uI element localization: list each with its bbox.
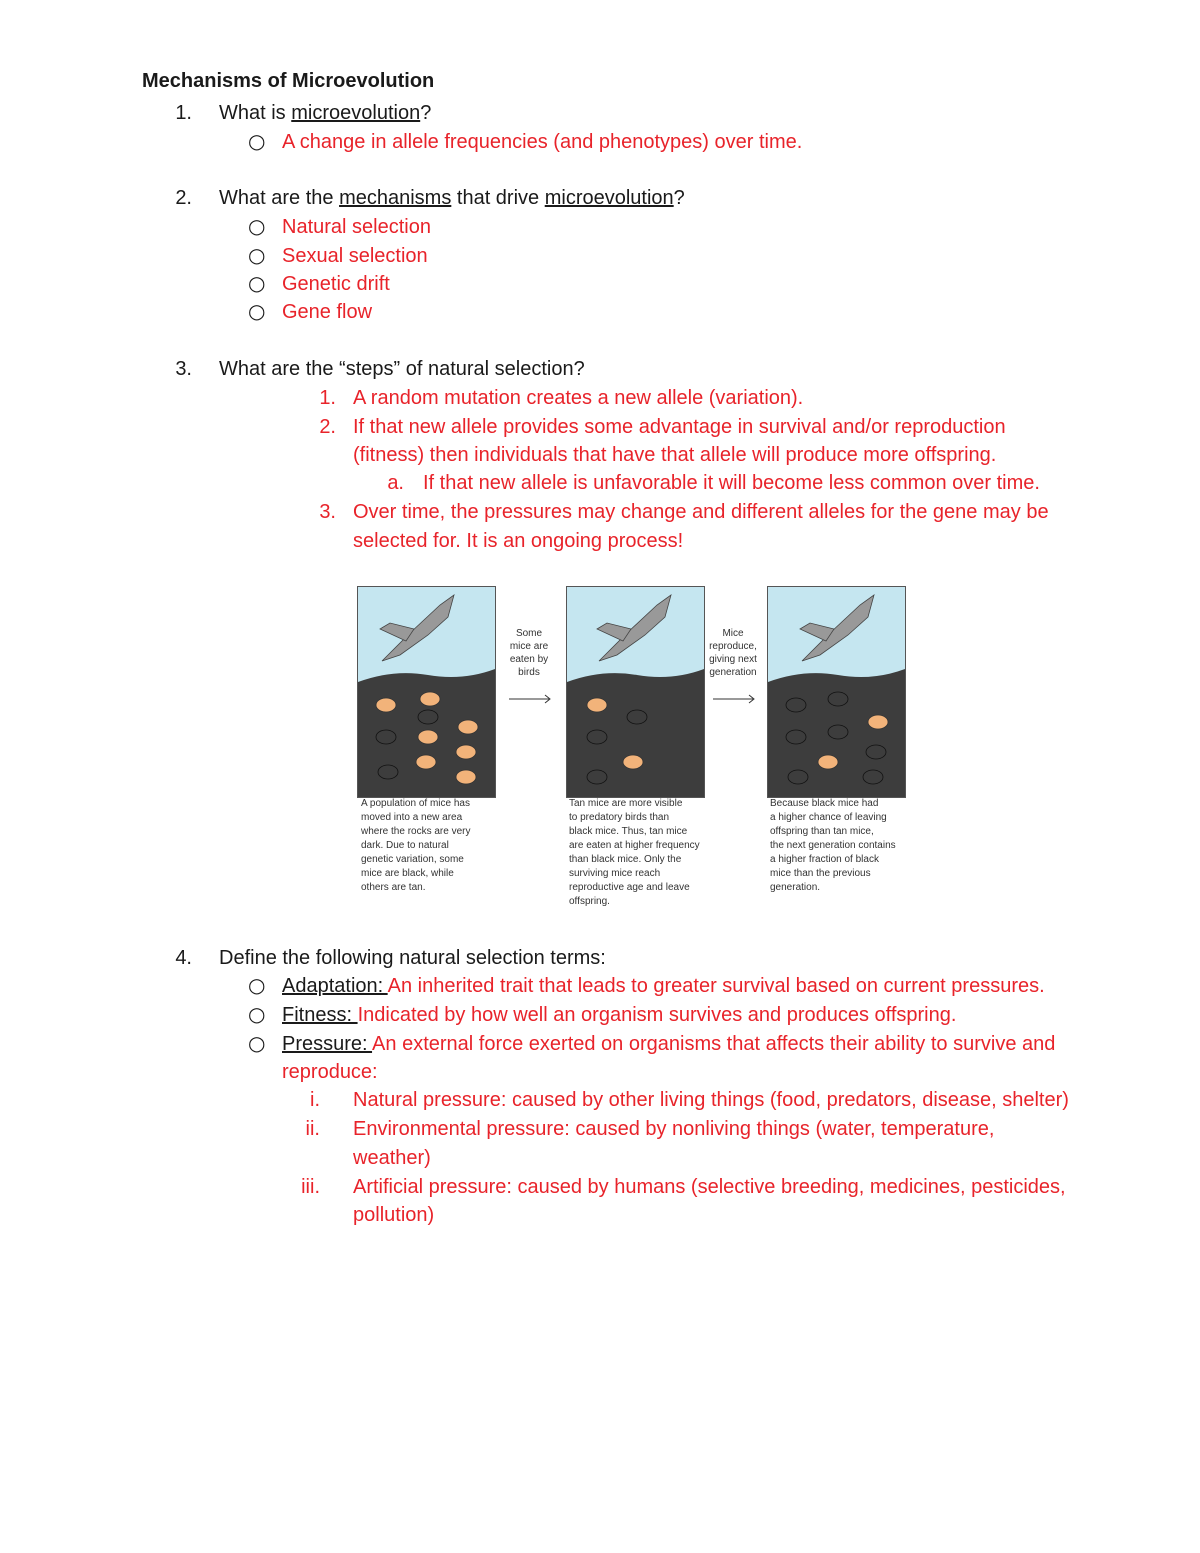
caption-line: to predatory birds than [569,812,670,823]
arrow-caption-line: generation [709,667,757,678]
q3-step-cont: selected for. It is an ongoing process! [353,530,684,552]
q1-text-a: What is [219,102,292,124]
pressure-type: Artificial pressure: caused by humans (selective breeding, medicines, pesticides, [353,1176,1066,1198]
figure-panel-3 [767,586,906,798]
caption-line: A population of mice has [361,798,470,809]
figure-panel-1 [357,586,496,798]
caption-line: a higher chance of leaving [770,812,887,823]
q2-answer: Genetic drift [282,273,390,295]
arrow-caption-line: eaten by [509,654,549,665]
q2-answer: Sexual selection [282,245,428,267]
figure-caption-1 [361,797,501,895]
roman-number: iii. [301,1176,320,1198]
q4-number: 4. [175,947,192,969]
caption-line: dark. Due to natural [361,840,449,851]
arrow-caption-line: reproduce, [709,641,757,652]
q4-question: Define the following natural selection terms: [219,947,606,969]
q3-sub-number: a. [387,472,404,494]
q1-term: microevolution [291,102,421,124]
q2-answer: Gene flow [282,301,373,323]
hawk-icon [380,595,454,661]
caption-line: are eaten at higher frequency [569,840,700,851]
scene-svg-3 [768,587,905,797]
caption-line: offspring. [569,896,610,907]
term-definition: An inherited trait that leads to greater survival based on current pressures. [387,975,1045,997]
arrow-caption-line: giving next [709,654,757,665]
bullet-circle-icon: ○ [248,214,266,238]
q3-sub: If that new allele is unfavorable it will become less common over time. [423,472,1040,494]
q2-text-c: ? [673,187,685,209]
q3-question: What are the “steps” of natural selection? [219,358,585,380]
term-definition: Indicated by how well an organism survives and produces offspring. [357,1004,957,1026]
q1-number: 1. [175,102,192,124]
arrow-caption-2 [699,627,767,679]
arrow-caption-line: mice are [509,641,549,652]
natural-selection-figure [355,583,920,913]
term-pressure [282,1030,1055,1058]
arrow-caption-line: Mice [722,628,744,639]
q1-text-b: ? [420,102,432,124]
caption-line: mice than the previous [770,868,871,879]
q3-step-number: 3. [319,501,336,523]
caption-line: others are tan. [361,882,426,893]
caption-line: a higher fraction of black [770,854,879,865]
bullet-circle-icon: ○ [248,243,266,267]
bullet-circle-icon: ○ [248,1031,266,1055]
arrow-caption-line: birds [518,667,540,678]
caption-line: than black mice. Only the [569,854,682,865]
caption-line: mice are black, while [361,868,454,879]
pressure-type-cont: pollution) [353,1204,435,1226]
scene-svg-2 [567,587,704,797]
caption-line: black mice. Thus, tan mice [569,826,688,837]
q3-number: 3. [175,358,192,380]
term-label: Fitness: [282,1004,358,1026]
bullet-circle-icon: ○ [248,973,266,997]
q2-text-b: that drive [451,187,545,209]
figure-caption-3 [770,797,920,895]
figure-caption-2 [569,797,729,909]
q3-step: If that new allele provides some advantage in survival and/or reproduction [353,416,1006,438]
bullet-circle-icon: ○ [248,129,266,153]
caption-line: surviving mice reach [569,868,661,879]
bullet-circle-icon: ○ [248,299,266,323]
q3-step: Over time, the pressures may change and different alleles for the gene may be [353,501,1049,523]
roman-number: i. [310,1089,320,1111]
q2-text-a: What are the [219,187,340,209]
term-adaptation [282,972,1045,1000]
right-arrow-icon [711,693,757,705]
page-title: Mechanisms of Microevolution [142,70,435,92]
right-arrow-icon [507,693,553,705]
q3-step-number: 1. [319,387,336,409]
q2-term-2: microevolution [544,187,674,209]
arrow-caption-1 [499,627,559,679]
roman-number: ii. [305,1118,320,1140]
q2-term-1: mechanisms [339,187,452,209]
term-definition-cont: reproduce: [282,1061,378,1083]
caption-line: Because black mice had [770,798,879,809]
hawk-icon [597,595,671,661]
q3-step: A random mutation creates a new allele (variation). [353,387,804,409]
caption-line: moved into a new area [361,812,463,823]
caption-line: reproductive age and leave [569,882,690,893]
caption-line: genetic variation, some [361,854,464,865]
term-definition: An external force exerted on organisms that affects their ability to survive and [372,1033,1056,1055]
q1-question [219,99,431,127]
q2-question [219,184,685,212]
q3-step-cont: (fitness) then individuals that have that allele will produce more offspring. [353,444,997,466]
pressure-type: Natural pressure: caused by other living things (food, predators, disease, shelter) [353,1089,1069,1111]
caption-line: generation. [770,882,821,893]
hawk-icon [800,595,874,661]
q3-step-number: 2. [319,416,336,438]
pressure-type: Environmental pressure: caused by nonliving things (water, temperature, [353,1118,995,1140]
caption-line: the next generation contains [770,840,896,851]
q2-number: 2. [175,187,192,209]
q1-answer: A change in allele frequencies (and phenotypes) over time. [282,131,803,153]
arrow-caption-line: Some [515,628,543,639]
term-label: Adaptation: [282,975,388,997]
term-fitness [282,1001,956,1029]
pressure-type-cont: weather) [353,1147,431,1169]
caption-line: where the rocks are very [361,826,471,837]
bullet-circle-icon: ○ [248,1002,266,1026]
caption-line: offspring than tan mice, [770,826,874,837]
scene-svg-1 [358,587,495,797]
figure-panel-2 [566,586,705,798]
caption-line: Tan mice are more visible [569,798,683,809]
bullet-circle-icon: ○ [248,271,266,295]
q2-answer: Natural selection [282,216,431,238]
term-label: Pressure: [282,1033,373,1055]
